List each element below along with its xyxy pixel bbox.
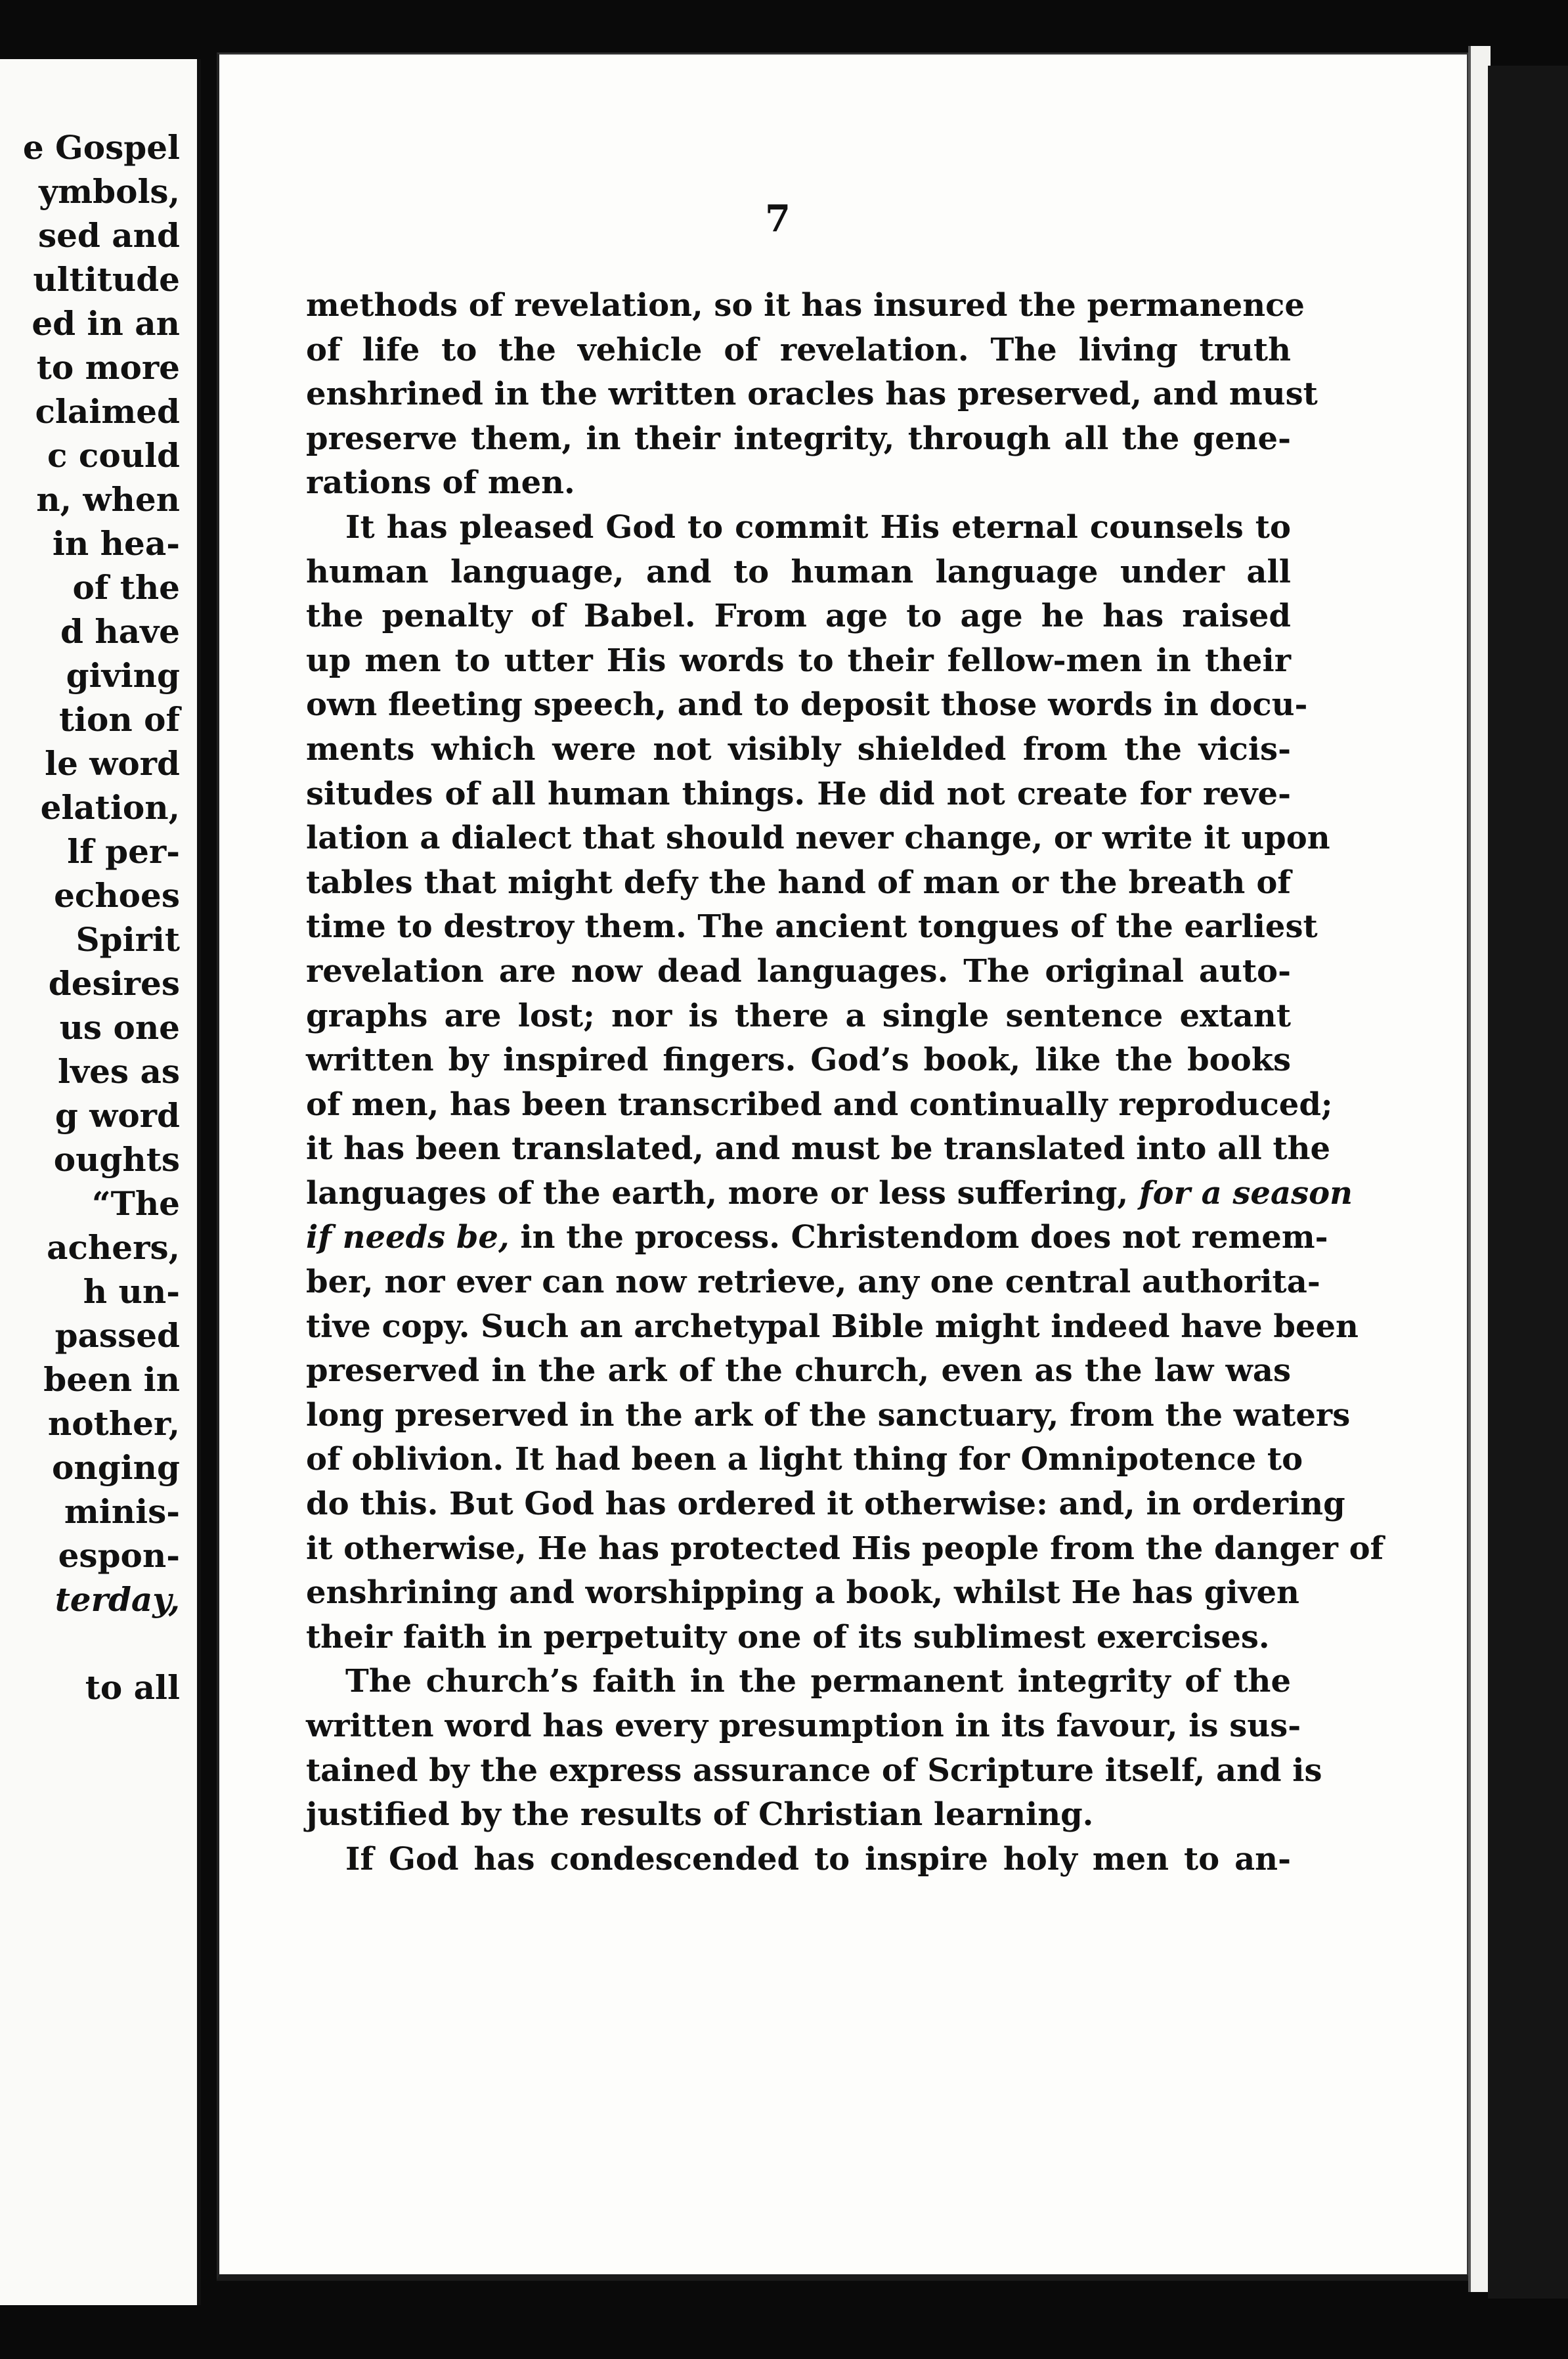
text-line: written word has every presumption in its favour, is sus- (306, 1708, 1301, 1744)
left-page-line: lf per- (67, 832, 180, 871)
left-page-line: ultitude (33, 260, 180, 299)
text-line: enshrining and worshipping a book, whilst He has given (306, 1574, 1299, 1612)
text-line: time to destroy them. The ancient tongues of the earliest (306, 908, 1318, 946)
text-line: tained by the express assurance of Scripture itself, and is (306, 1752, 1322, 1789)
left-page-line: oughts (53, 1140, 180, 1179)
left-page-line: espon- (58, 1536, 180, 1575)
text-line: lation a dialect that should never change, or write it upon (306, 820, 1330, 857)
italic-fragment: if needs be, (306, 1219, 510, 1256)
text-line: of oblivion. It had been a light thing for Omnipotence to (306, 1441, 1303, 1478)
text-line: their faith in perpetuity one of its sublimest exercises. (306, 1618, 1270, 1656)
left-page-line: achers, (47, 1228, 180, 1267)
previous-page-fragment (0, 59, 201, 2305)
left-page-line: to more (36, 348, 180, 387)
left-page-line: been in (43, 1360, 180, 1399)
paragraph-first-line: It has pleased God to commit His eternal counsels to (345, 508, 1291, 546)
left-page-line: le word (45, 744, 180, 783)
left-page-line: passed (54, 1316, 180, 1355)
left-page-line: “The (91, 1184, 180, 1223)
left-page-line: of the (72, 568, 180, 607)
left-page-line: tion of (58, 700, 180, 739)
text-line: preserve them, in their integrity, through all the gene- (306, 420, 1291, 457)
left-page-line: c could (47, 436, 180, 475)
page-number: 7 (765, 197, 791, 240)
text-line: human language, and to human language under all (306, 553, 1291, 590)
text-fragment: languages of the earth, more or less suffering, (306, 1174, 1129, 1212)
left-page-line: desires (48, 964, 180, 1003)
text-line: up men to utter His words to their fellow-men in their (306, 642, 1291, 679)
left-page-line: g word (54, 1096, 180, 1135)
text-line: revelation are now dead languages. The original auto- (306, 952, 1291, 990)
body-text (306, 284, 1384, 1882)
left-page-line: minis- (64, 1492, 180, 1531)
text-line: own fleeting speech, and to deposit those words in docu- (306, 686, 1308, 724)
book-spine (1488, 66, 1568, 2299)
left-page-line: echoes (54, 876, 180, 915)
left-page-line: nother, (47, 1404, 180, 1443)
text-line: ber, nor ever can now retrieve, any one central authorita- (306, 1264, 1320, 1301)
left-page-line: h un- (83, 1272, 180, 1311)
text-line: justified by the results of Christian learning. (306, 1796, 1094, 1834)
left-page-line: claimed (35, 392, 180, 431)
left-page-line: lves as (58, 1052, 180, 1091)
text-line: do this. But God has ordered it otherwise: and, in ordering (306, 1486, 1345, 1523)
text-line: methods of revelation, so it has insured the permanence (306, 287, 1305, 324)
left-page-line: in hea- (52, 524, 180, 563)
text-line: situdes of all human things. He did not create for reve- (306, 775, 1291, 812)
text-line: written by inspired fingers. God’s book, like the books (306, 1042, 1291, 1079)
text-line: preserved in the ark of the church, even as the law was (306, 1352, 1291, 1390)
left-page-line: d have (60, 612, 180, 651)
left-page-line: Spirit (76, 920, 180, 959)
text-line: it otherwise, He has protected His people from the danger of (306, 1530, 1384, 1567)
text-line: of men, has been transcribed and continually reproduced; (306, 1086, 1333, 1123)
text-line-with-italic (306, 1172, 1353, 1216)
text-line-with-italic (306, 1216, 1328, 1260)
page-edge (1468, 46, 1491, 2292)
left-page-line: n, when (36, 480, 180, 519)
left-page-line: onging (52, 1448, 180, 1487)
text-fragment: in the process. Christendom does not remem- (520, 1219, 1328, 1256)
text-line: of life to the vehicle of revelation. The living truth (306, 331, 1291, 368)
left-page-line: e Gospel (22, 128, 180, 167)
left-page-line: sed and (37, 216, 180, 255)
text-line: ments which were not visibly shielded from the vicis- (306, 730, 1291, 768)
text-line: tive copy. Such an archetypal Bible might indeed have been (306, 1308, 1359, 1345)
text-line: long preserved in the ark of the sanctuary, from the waters (306, 1396, 1351, 1434)
left-page-line: ed in an (32, 304, 180, 343)
paragraph-first-line: If God has condescended to inspire holy men to an- (345, 1840, 1291, 1878)
text-line: it has been translated, and must be translated into all the (306, 1130, 1331, 1168)
left-page-line: to all (85, 1668, 180, 1707)
left-page-line: us one (59, 1008, 180, 1047)
text-line: tables that might defy the hand of man or the breath of (306, 864, 1291, 901)
text-line: rations of men. (306, 464, 575, 502)
paragraph-first-line: The church’s faith in the permanent integrity of the (345, 1663, 1291, 1700)
text-line: the penalty of Babel. From age to age he has raised (306, 598, 1291, 635)
italic-fragment: for a season (1139, 1174, 1353, 1212)
left-page-line: terday, (54, 1580, 180, 1619)
left-page-line: elation, (40, 788, 180, 827)
text-line: graphs are lost; nor is there a single sentence extant (306, 997, 1291, 1034)
left-page-line: giving (66, 656, 180, 695)
left-page-line: ymbols, (39, 172, 180, 211)
text-line: enshrined in the written oracles has preserved, and must (306, 376, 1318, 413)
